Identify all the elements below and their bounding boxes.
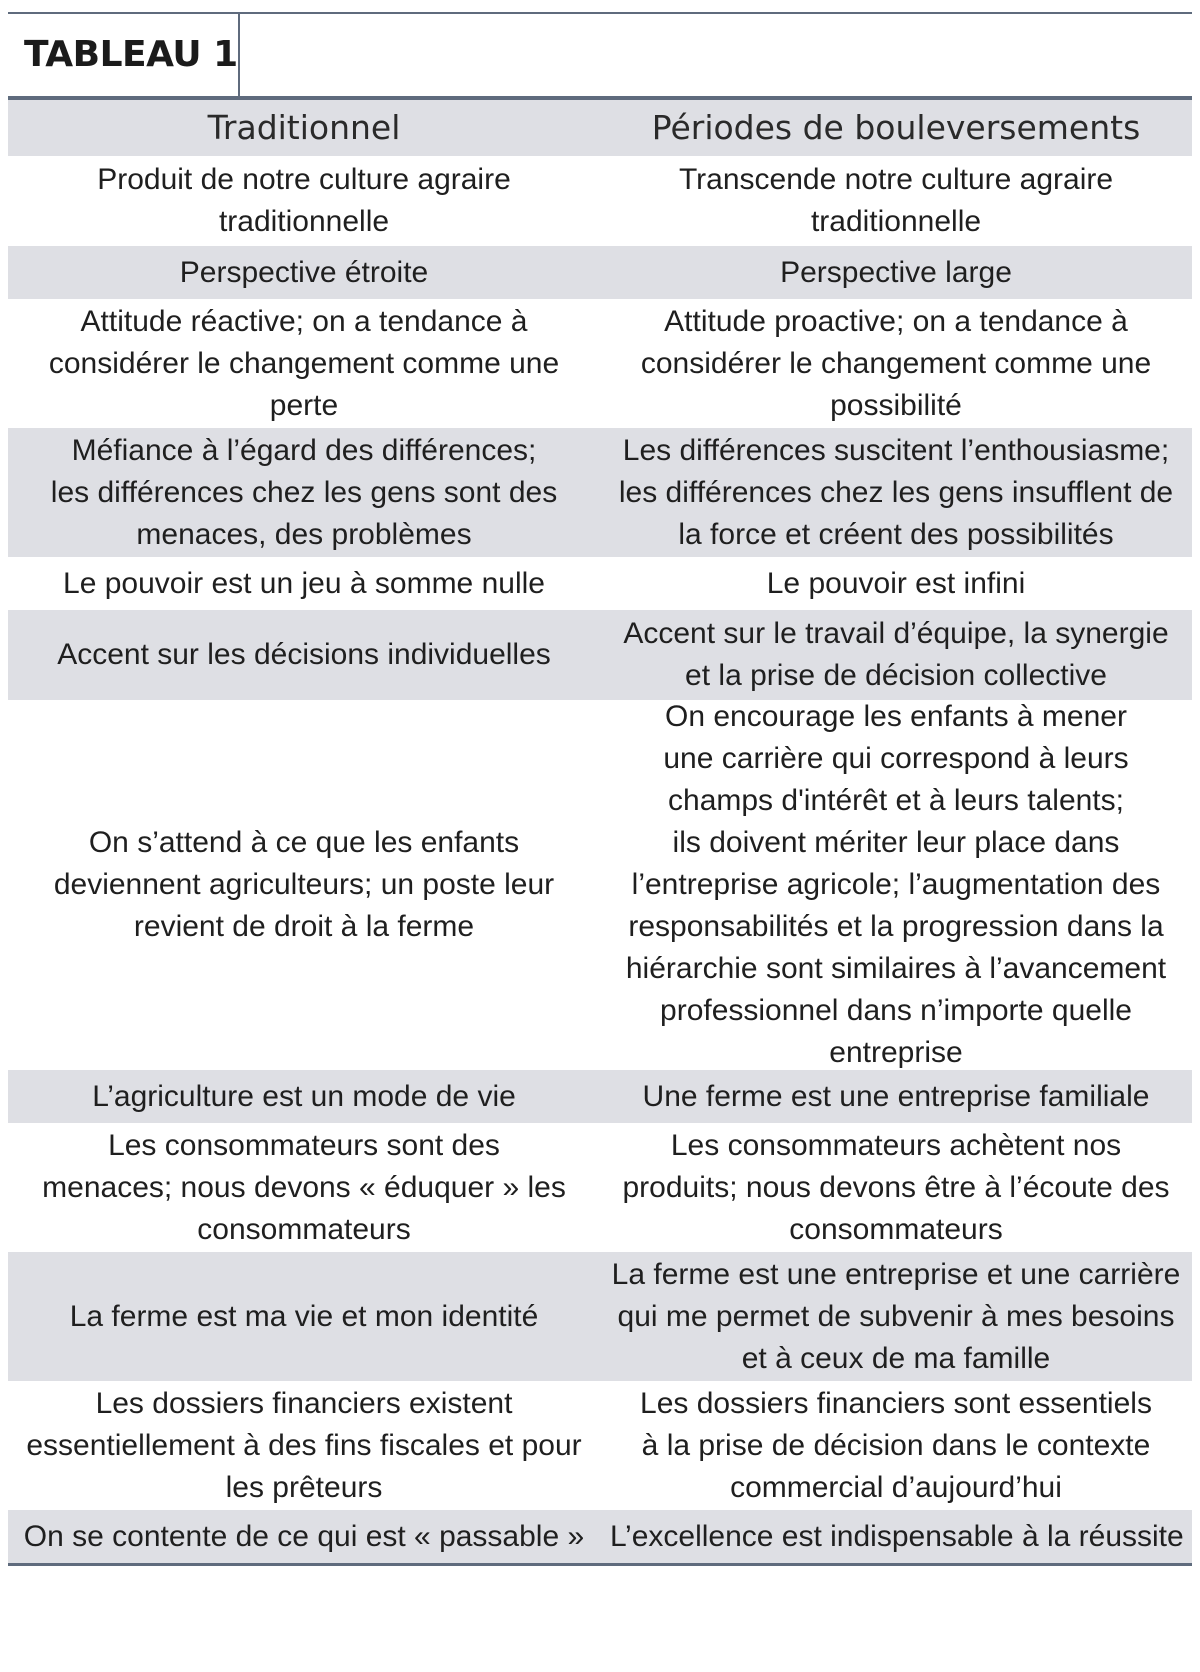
table-row xyxy=(8,557,1192,610)
cell-text-line: Le pouvoir est un jeu à somme nulle xyxy=(63,566,545,600)
cell-text-line: Le pouvoir est infini xyxy=(766,566,1026,600)
cell-text-line: possibilité xyxy=(830,388,962,422)
cell-traditional xyxy=(8,159,600,243)
cell-upheaval xyxy=(600,613,1192,697)
cell-upheaval xyxy=(600,1383,1192,1509)
cell-text-line: à la prise de décision dans le contexte xyxy=(641,1428,1151,1462)
cell-text-line: On encourage les enfants à mener xyxy=(665,700,1127,733)
cell-traditional xyxy=(8,1125,600,1251)
cell-upheaval xyxy=(600,430,1192,556)
column-header-traditional: Traditionnel xyxy=(207,108,401,147)
cell-text-line: l’entreprise agricole; l’augmentation des xyxy=(631,868,1161,901)
cell-text-line: Les dossiers financiers sont essentiels xyxy=(640,1386,1152,1420)
cell-text-line: consommateurs xyxy=(789,1212,1003,1246)
cell-text-line: produits; nous devons être à l’écoute des xyxy=(622,1170,1170,1204)
cell-text-line: traditionnelle xyxy=(218,205,390,238)
cell-text-line: professionnel dans n’importe quelle xyxy=(660,994,1132,1027)
title-divider xyxy=(238,14,240,98)
cell-text-line: une carrière qui correspond à leurs xyxy=(663,742,1129,775)
cell-text-line: L’excellence est indispensable à la réussite xyxy=(610,1519,1184,1553)
table-row xyxy=(8,1252,1192,1381)
table-row xyxy=(8,428,1192,557)
cell-upheaval xyxy=(600,1076,1192,1118)
cell-text-line: Attitude réactive; on a tendance à xyxy=(80,304,528,338)
table-title-bar xyxy=(8,12,1192,96)
cell-traditional xyxy=(8,1296,600,1338)
cell-text-line: Accent sur le travail d’équipe, la synergie xyxy=(623,617,1169,650)
table-figure xyxy=(8,12,1192,1566)
table-row xyxy=(8,1510,1192,1563)
table-header-row xyxy=(8,100,1192,156)
cell-text-line: deviennent agriculteurs; un poste leur xyxy=(53,868,555,901)
cell-text-line: Accent sur les décisions individuelles xyxy=(57,638,551,671)
cell-traditional xyxy=(8,301,600,427)
cell-text-line: Une ferme est une entreprise familiale xyxy=(642,1079,1150,1113)
cell-text-line: Perspective large xyxy=(780,255,1012,289)
cell-traditional xyxy=(8,430,600,556)
cell-text-line: entreprise xyxy=(829,1036,963,1069)
cell-text-line: On se contente de ce qui est « passable » xyxy=(23,1519,585,1553)
cell-text-line: les prêteurs xyxy=(225,1470,383,1504)
cell-text-line: hiérarchie sont similaires à l’avancement xyxy=(625,952,1167,985)
cell-traditional xyxy=(8,252,600,294)
cell-text-line: ils doivent mériter leur place dans xyxy=(672,826,1120,859)
cell-upheaval xyxy=(600,1125,1192,1251)
table-row xyxy=(8,1123,1192,1252)
cell-text-line: et la prise de décision collective xyxy=(685,659,1107,692)
cell-text-line: Les différences suscitent l’enthousiasme; xyxy=(622,433,1170,467)
comparison-table xyxy=(8,96,1192,1566)
table-title: TABLEAU 1 xyxy=(24,34,238,75)
table-row xyxy=(8,1381,1192,1510)
cell-text-line: perte xyxy=(269,388,339,422)
cell-text-line: Les consommateurs achètent nos xyxy=(670,1128,1122,1162)
cell-traditional xyxy=(8,634,600,676)
cell-traditional xyxy=(8,822,600,948)
cell-text-line: responsabilités et la progression dans la xyxy=(628,910,1164,943)
cell-upheaval xyxy=(600,563,1192,605)
cell-traditional xyxy=(8,1076,600,1118)
cell-text-line: traditionnelle xyxy=(810,205,982,238)
cell-upheaval xyxy=(600,252,1192,294)
cell-text-line: Produit de notre culture agraire xyxy=(97,163,511,196)
cell-text-line: La ferme est ma vie et mon identité xyxy=(69,1299,539,1333)
cell-traditional xyxy=(8,1516,600,1558)
cell-upheaval xyxy=(600,301,1192,427)
cell-text-line: Méfiance à l’égard des différences; xyxy=(71,433,537,467)
cell-text-line: les différences chez les gens insufflent de xyxy=(618,475,1174,509)
cell-text-line: la force et créent des possibilités xyxy=(678,517,1114,551)
table-row xyxy=(8,299,1192,428)
cell-text-line: et à ceux de ma famille xyxy=(741,1341,1051,1375)
cell-text-line: L’agriculture est un mode de vie xyxy=(92,1079,516,1113)
cell-text-line: considérer le changement comme une xyxy=(640,346,1152,380)
column-header-upheaval: Périodes de bouleversements xyxy=(651,108,1141,147)
cell-upheaval xyxy=(600,159,1192,243)
cell-text-line: On s’attend à ce que les enfants xyxy=(88,826,520,859)
cell-traditional xyxy=(8,563,600,605)
cell-text-line: menaces; nous devons « éduquer » les xyxy=(42,1170,566,1204)
cell-text-line: revient de droit à la ferme xyxy=(133,910,475,943)
cell-upheaval xyxy=(600,1516,1192,1558)
table-row xyxy=(8,1070,1192,1123)
table-row xyxy=(8,246,1192,299)
cell-text-line: menaces, des problèmes xyxy=(136,517,472,551)
cell-text-line: Les consommateurs sont des xyxy=(108,1128,500,1162)
cell-text-line: considérer le changement comme une xyxy=(48,346,560,380)
cell-text-line: Perspective étroite xyxy=(179,255,429,289)
cell-text-line: La ferme est une entreprise et une carrière xyxy=(611,1257,1181,1291)
cell-text-line: Transcende notre culture agraire xyxy=(678,163,1114,196)
cell-text-line: essentiellement à des fins fiscales et pour xyxy=(26,1428,582,1462)
cell-text-line: les différences chez les gens sont des xyxy=(50,475,558,509)
cell-upheaval xyxy=(600,696,1192,1074)
cell-text-line: consommateurs xyxy=(197,1212,411,1246)
cell-text-line: commercial d’aujourd’hui xyxy=(730,1470,1062,1504)
table-row xyxy=(8,156,1192,246)
cell-upheaval xyxy=(600,1254,1192,1380)
table-body xyxy=(8,156,1192,1563)
cell-text-line: qui me permet de subvenir à mes besoins xyxy=(617,1299,1175,1333)
cell-text-line: Les dossiers financiers existent xyxy=(95,1386,513,1420)
table-row xyxy=(8,610,1192,700)
table-row xyxy=(8,700,1192,1070)
cell-text-line: Attitude proactive; on a tendance à xyxy=(664,304,1128,338)
cell-traditional xyxy=(8,1383,600,1509)
cell-text-line: champs d'intérêt et à leurs talents; xyxy=(668,784,1124,817)
